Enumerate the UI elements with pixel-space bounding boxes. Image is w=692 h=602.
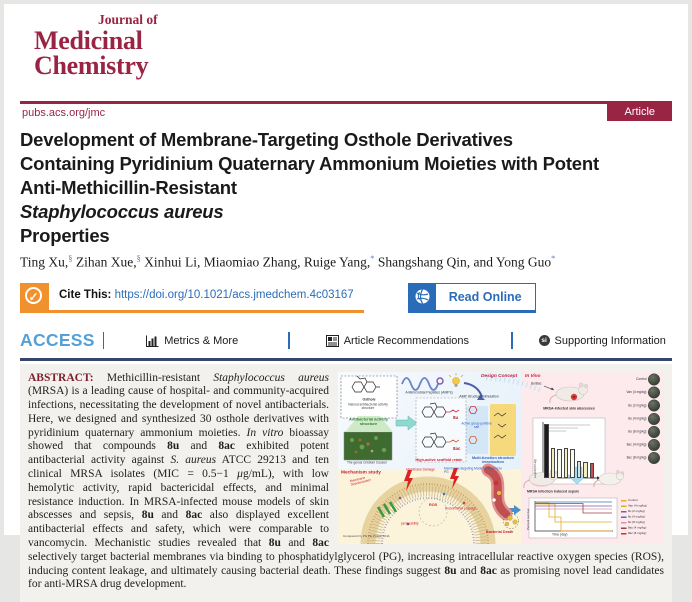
fig-label-amps: Antimicrobial Peptides (AMPs) [401,391,457,395]
fig-label-damage: Membrane Damage [405,468,436,472]
petri-dish-row [585,399,660,412]
petri-dish-row [585,373,660,386]
petri-dish-row [585,438,660,451]
petri-dish-label: 8ac (4 mg/kg) [585,441,647,448]
fig-label-permeability: permeability [401,522,419,526]
doi-link[interactable]: https://doi.org/10.1021/acs.jmedchem.4c03167 [115,289,354,301]
cite-this-button[interactable] [20,283,364,313]
document-icon [326,335,339,347]
fig-label-design-concept: Design Concept [481,373,517,378]
petri-dish [648,452,660,464]
abstract-text: Methicillin-resistant Staphylococcus aureus (MRSA) is a leading cause of hospital- and community-acquired infections, necessitating the development of novel antibacterials. Here, we designed and synthesized 30 osthole derivatives with pyridinium quaternary ammonium moieties. In vitro bioassay showed that compounds 8u and 8ac exhibited potent antibacterial activity against S. aureus ATCC 29213 and ten clinical MRSA isolates (MIC = 0.5−1 μg/mL), with low hemolytic activity, rapid bactericidal effects, and minimal resistance induction. In MRSA-infected mouse models of skin abscesses and sepsis, 8u and 8ac also displayed excellent antibacterial effects and safety, which were comparable to vancomycin. Mechanistic studies revealed that 8u and 8ac selectively target bacterial membranes via binding to phosphatidylglycerol (PG), increasing intracellular reactive oxygen species (ROS), inducing content leakage, and ultimately causing bacterial death. These findings suggest 8u and 8ac as promising novel lead candidates for anti-MRSA drug development. [28,372,664,591]
metrics-label: Metrics & More [164,335,238,347]
fig-label-leakage: Protein/DNA Leakage [445,507,478,511]
fig-label-8u: 8u [453,415,458,420]
petri-dish [648,386,660,398]
cite-row [20,283,672,313]
journal-url-link[interactable]: pubs.acs.org/jmc [22,107,105,119]
title-line2: Containing Pyridinium Quaternary Ammonium Moieties with Potent [20,152,672,176]
access-tab[interactable]: ACCESS [20,330,95,351]
legend-marker [621,533,627,534]
fig-label-bar-ylabel: Log10(CFU/g) [534,458,537,477]
petri-dish-label: Van (4 mg/kg) [585,389,647,396]
petri-dish-row [585,386,660,399]
read-online-label: Read Online [436,284,535,310]
legend-label: Control [628,497,638,504]
legend-marker [621,522,627,523]
legend-marker [621,505,627,506]
petri-dish-label: 8u (2 mg/kg) [585,402,647,409]
separator [288,332,290,349]
journal-header [4,4,688,78]
recommendations-label: Article Recommendations [344,335,469,347]
fig-label-survival-xlabel: Time (day) [552,533,567,537]
header-rule [20,101,672,104]
check-circle-icon [20,283,49,310]
fig-label-targeting: Membrane-targeting Mode by Binding to PG [444,467,502,474]
fig-label-8ac: 8ac [453,446,461,451]
journal-logo-line1: Journal of [98,12,688,28]
title-line3: Anti-Methicillin-Resistant Staphylococcus aureus Properties [20,176,672,248]
petri-dish-label: 8ac (8 mg/kg) [585,454,647,461]
legend-label: 8ac (4 mg/kg) [628,524,646,531]
petri-dish [648,399,660,411]
graphical-abstract [338,372,664,544]
survival-legend-row [621,531,663,537]
fig-label-mechanism: Mechanism study [341,470,381,475]
fig-label-amp-sim: AMP structure Simulation [456,395,502,399]
article-page [4,4,688,535]
fig-label-plant-caption: The genus Cnidium Cusson [339,461,395,465]
fig-label-mech-legend: Compound O₂ PG PE Protein DNA [343,535,473,538]
petri-dish [648,439,660,451]
article-type-badge: Article [607,104,672,121]
fig-label-active-group: Active group pyridine salt [460,422,493,429]
legend-marker [621,500,627,501]
petri-dish [648,425,660,437]
petri-dish-label: Control [585,376,647,383]
cite-this-label: Cite This: [59,289,111,301]
cite-text [49,283,364,310]
petri-dish-row [585,425,660,438]
fig-label-multi-function: Multi-function structure introduction [465,456,521,464]
legend-marker [621,527,627,528]
journal-logo [4,4,688,78]
fig-label-treatment: 8u/8ac [531,382,542,386]
fig-label-scaffold: High-active scaffold retain [413,458,465,462]
bar-chart-icon [146,335,159,347]
title-line1: Development of Membrane-Targeting Osthole Derivatives [20,128,672,152]
metrics-tab[interactable] [146,335,238,347]
abstract-heading: ABSTRACT: [28,372,94,384]
recommendations-tab[interactable] [326,335,469,347]
fig-label-osthole: Osthole [345,398,393,402]
fig-label-osthole-caption: Natural antibacterial activity structure [342,403,394,410]
legend-marker [621,516,627,517]
fig-label-antibacterial: Antibacterial activity structure [342,417,395,426]
petri-dish-label: 8u (8 mg/kg) [585,428,647,435]
legend-marker [621,511,627,512]
supporting-info-tab[interactable] [539,335,666,347]
separator [511,332,513,349]
legend-label: 8ac (8 mg/kg) [628,530,646,537]
legend-label: Van (4 mg/kg) [628,502,647,509]
fig-label-depolarization: Membrane Depolarization [350,472,382,487]
fig-label-bacterial-death: Bacterial Death [486,530,528,534]
abstract-section [20,364,672,602]
petri-dish-label: 8u (4 mg/kg) [585,415,647,422]
journal-logo-line2: Medicinal [34,28,688,53]
fig-label-survival-ylabel: Percent survival [527,508,530,529]
legend-label: 8u (2 mg/kg) [628,508,645,515]
section-rule [20,358,672,361]
figure-labels [338,372,664,544]
fig-label-sepsis-caption: MRSA infection induced sepsis [527,490,612,494]
fig-label-in-vivo: In Vivo [525,373,540,378]
survival-legend [621,498,663,537]
petri-dish [648,373,660,385]
access-nav-bar [20,330,672,352]
fig-label-ros: ROS [429,503,437,507]
legend-label: 8u (8 mg/kg) [628,519,645,526]
journal-logo-line3: Chemistry [34,53,688,78]
supporting-label: Supporting Information [555,335,666,347]
si-icon: si [539,335,550,346]
fig-label-abscess-caption: MRSA-infected skin abscesses [534,407,604,411]
petri-dish-row [585,412,660,425]
petri-dish [648,412,660,424]
page-title [20,128,672,248]
petri-dish-row [585,451,660,464]
authors-line: Ting Xu,§ Zihan Xue,§ Xinhui Li, Miaomiao Zhang, Ruige Yang,* Shangshang Qin, and Yong Guo* [20,254,672,271]
read-online-button[interactable] [408,283,536,313]
petri-dish-column [585,373,660,465]
separator [103,332,105,349]
legend-label: 8u (4 mg/kg) [628,513,645,520]
globe-icon [409,284,436,310]
